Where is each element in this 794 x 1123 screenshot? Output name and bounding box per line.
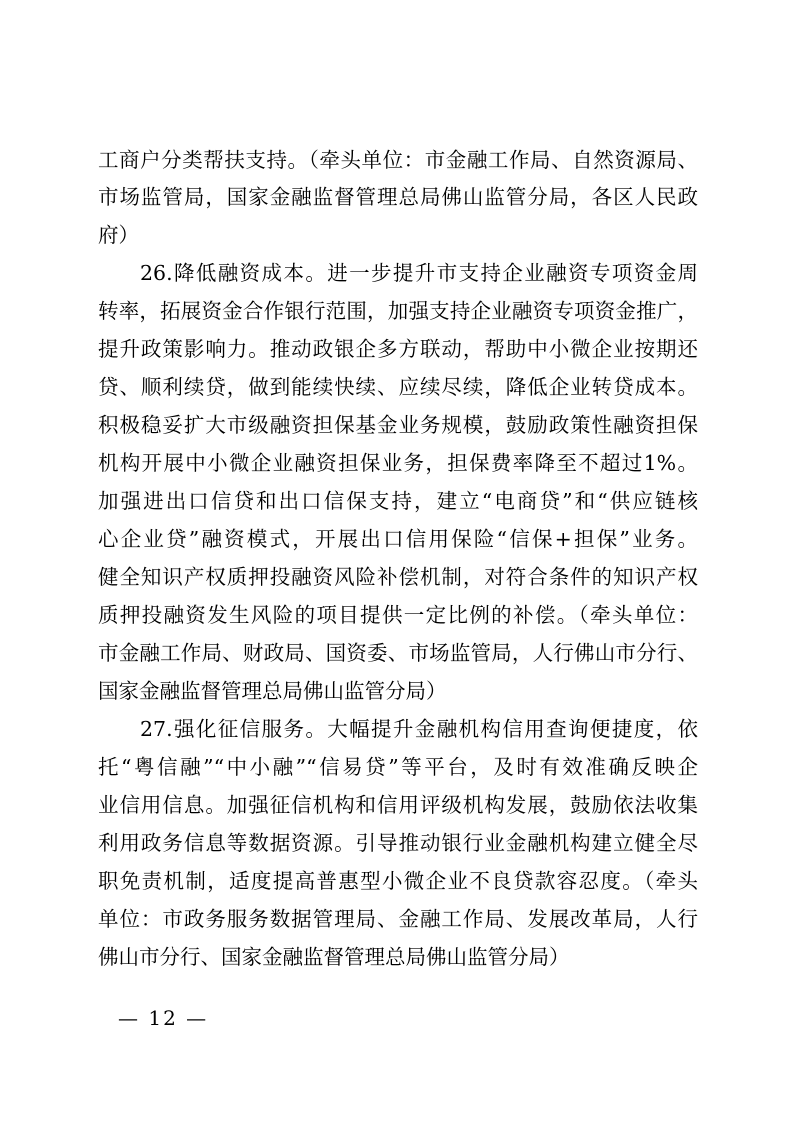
section-heading-line: 26.降低融资成本。进一步提升市支持企业融资专项资金周: [140, 261, 698, 285]
text-line: 提升政策影响力。推动政银企多方联动，帮助中小微企业按期还: [98, 337, 698, 361]
text-line: 机构开展中小微企业融资担保业务，担保费率降至不超过1%。: [98, 451, 698, 475]
text-line: 国家金融监督管理总局佛山监管分局）: [98, 679, 447, 703]
text-line: 积极稳妥扩大市级融资担保基金业务规模，鼓励政策性融资担保: [98, 413, 698, 437]
text-line: 工商户分类帮扶支持。（牵头单位：市金融工作局、自然资源局、: [98, 148, 698, 172]
text-line: 加强进出口信贷和出口信保支持，建立“电商贷”和“供应链核: [98, 489, 698, 513]
section-heading-line: 27.强化征信服务。大幅提升金融机构信用查询便捷度，依: [140, 717, 698, 741]
text-line: 健全知识产权质押投融资风险补偿机制，对符合条件的知识产权: [98, 565, 698, 589]
text-line: 托“粤信融”“中小融”“信易贷”等平台，及时有效准确反映企: [98, 755, 698, 779]
text-line: 利用政务信息等数据资源。引导推动银行业金融机构建立健全尽: [98, 831, 698, 855]
text-line: 贷、顺利续贷，做到能续快续、应续尽续，降低企业转贷成本。: [98, 375, 698, 399]
text-line: 市金融工作局、财政局、国资委、市场监管局，人行佛山市分行、: [98, 641, 698, 665]
text-line: 职免责机制，适度提高普惠型小微企业不良贷款容忍度。（牵头: [98, 869, 698, 893]
text-line: 府）: [98, 223, 139, 247]
text-line: 心企业贷”融资模式，开展出口信用保险“信保+担保”业务。: [98, 527, 698, 551]
text-line: 单位：市政务服务数据管理局、金融工作局、发展改革局，人行: [98, 907, 698, 931]
text-line: 业信用信息。加强征信机构和信用评级机构发展，鼓励依法收集: [98, 793, 698, 817]
text-line: 转率，拓展资金合作银行范围，加强支持企业融资专项资金推广，: [98, 299, 698, 323]
text-line: 佛山市分行、国家金融监督管理总局佛山监管分局）: [98, 945, 570, 969]
text-line: 市场监管局，国家金融监督管理总局佛山监管分局，各区人民政: [98, 185, 698, 209]
page-number: — 12 —: [118, 1006, 209, 1030]
text-line: 质押投融资发生风险的项目提供一定比例的补偿。（牵头单位：: [98, 603, 698, 627]
